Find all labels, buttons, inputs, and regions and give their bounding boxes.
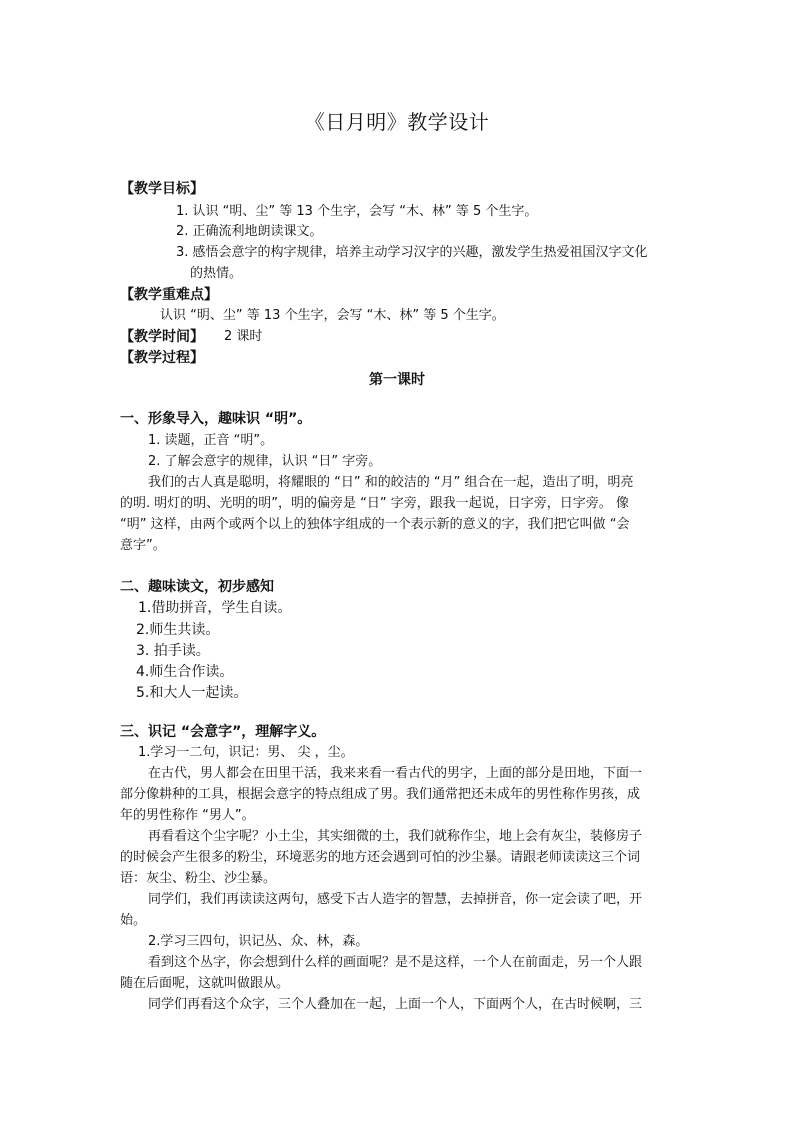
section3-paragraph-line: 始。 (120, 913, 147, 928)
section3-paragraph-line: 部分像耕种的工具，根据会意字的特点组成了男。我们通常把还未成年的男性称作男孩，成 (120, 787, 641, 802)
goal-item-continued: 的热情。 (190, 266, 243, 281)
section1-item: 2. 了解会意字的规律，认识 “日” 字旁。 (148, 454, 382, 469)
section3-paragraph-line: 随在后面呢，这就叫做跟从。 (120, 976, 290, 991)
section1-heading: 一、形象导入，趣味识 “明”。 (120, 411, 312, 427)
process-heading: 【教学过程】 (120, 350, 204, 366)
section1-item: 1. 读题，正音 “明”。 (148, 433, 274, 448)
keypoints-text: 认识 “明、尘” 等 13 个生字，会写 “木、林” 等 5 个生字。 (160, 308, 505, 323)
section3-paragraph-line: 同学们，我们再读读这两句，感受下古人造字的智慧，去掉拼音，你一定会读了吧，开 (148, 892, 643, 907)
goal-item: 2. 正确流利地朗读课文。 (176, 224, 323, 239)
section1-paragraph-line: 我们的古人真是聪明，将耀眼的 “日” 和的皎洁的 “月” 组合在一起，造出了明，明亮 (148, 475, 634, 490)
document-title: 《日月明》教学设计 (304, 110, 490, 134)
time-value: 2 课时 (224, 329, 263, 344)
section3-paragraph-line: 再看看这个尘字呢？小土尘，其实细微的土，我们就称作尘，地上会有灰尘，装修房子 (148, 829, 643, 844)
section2-heading: 二、趣味读文，初步感知 (120, 579, 274, 595)
section1-paragraph-line: 的明. 明灯的明、光明的明”，明的偏旁是 “日” 字旁，跟我一起说，日字旁，日字旁。 像 (120, 496, 629, 511)
section3-paragraph-line: 看到这个丛字，你会想到什么样的画面呢？是不是这样，一个人在前面走，另一个人跟 (148, 955, 643, 970)
section3-heading: 三、识记 “会意字”，理解字义。 (120, 724, 326, 740)
section3-paragraph-line: 年的男性称作 “男人”。 (120, 808, 255, 823)
section3-subheading: 2.学习三四句，识记丛、众、林，森。 (148, 934, 369, 949)
lesson-title: 第一课时 (369, 372, 425, 388)
section3-paragraph-line: 同学们再看这个众字，三个人叠加在一起，上面一个人，下面两个人，在古时候啊，三 (148, 997, 643, 1012)
section3-subheading: 1.学习一二句，识记：男、 尖 ，尘。 (138, 745, 354, 760)
section2-item: 4.师生合作读。 (136, 664, 234, 680)
section1-paragraph-line: 意字”。 (120, 538, 166, 553)
section2-item: 2.师生共读。 (136, 622, 220, 638)
section3-paragraph-line: 的时候会产生很多的粉尘，环境恶劣的地方还会遇到可怕的沙尘暴。请跟老师读读这三个词 (120, 850, 641, 865)
section3-paragraph-line: 在古代，男人都会在田里干活，我来来看一看古代的男字，上面的部分是田地，下面一 (148, 766, 643, 781)
section2-item: 1.借助拼音，学生自读。 (138, 600, 292, 616)
section3-paragraph-line: 语：灰尘、粉尘、沙尘暴。 (120, 871, 277, 886)
section2-item: 3. 拍手读。 (136, 643, 210, 659)
section1-paragraph-line: “明” 这样，由两个或两个以上的独体字组成的一个表示新的意义的字，我们把它叫做 “会 (120, 517, 630, 532)
section2-item: 5.和大人一起读。 (136, 685, 248, 701)
goals-heading: 【教学目标】 (120, 181, 204, 197)
keypoints-heading: 【教学重难点】 (120, 287, 218, 303)
goal-item: 1. 认识 “明、尘” 等 13 个生字，会写 “木、林” 等 5 个生字。 (176, 204, 538, 219)
time-heading: 【教学时间】 (120, 329, 204, 345)
goal-item: 3. 感悟会意字的构字规律，培养主动学习汉字的兴趣，激发学生热爱祖国汉字文化 (176, 245, 648, 260)
